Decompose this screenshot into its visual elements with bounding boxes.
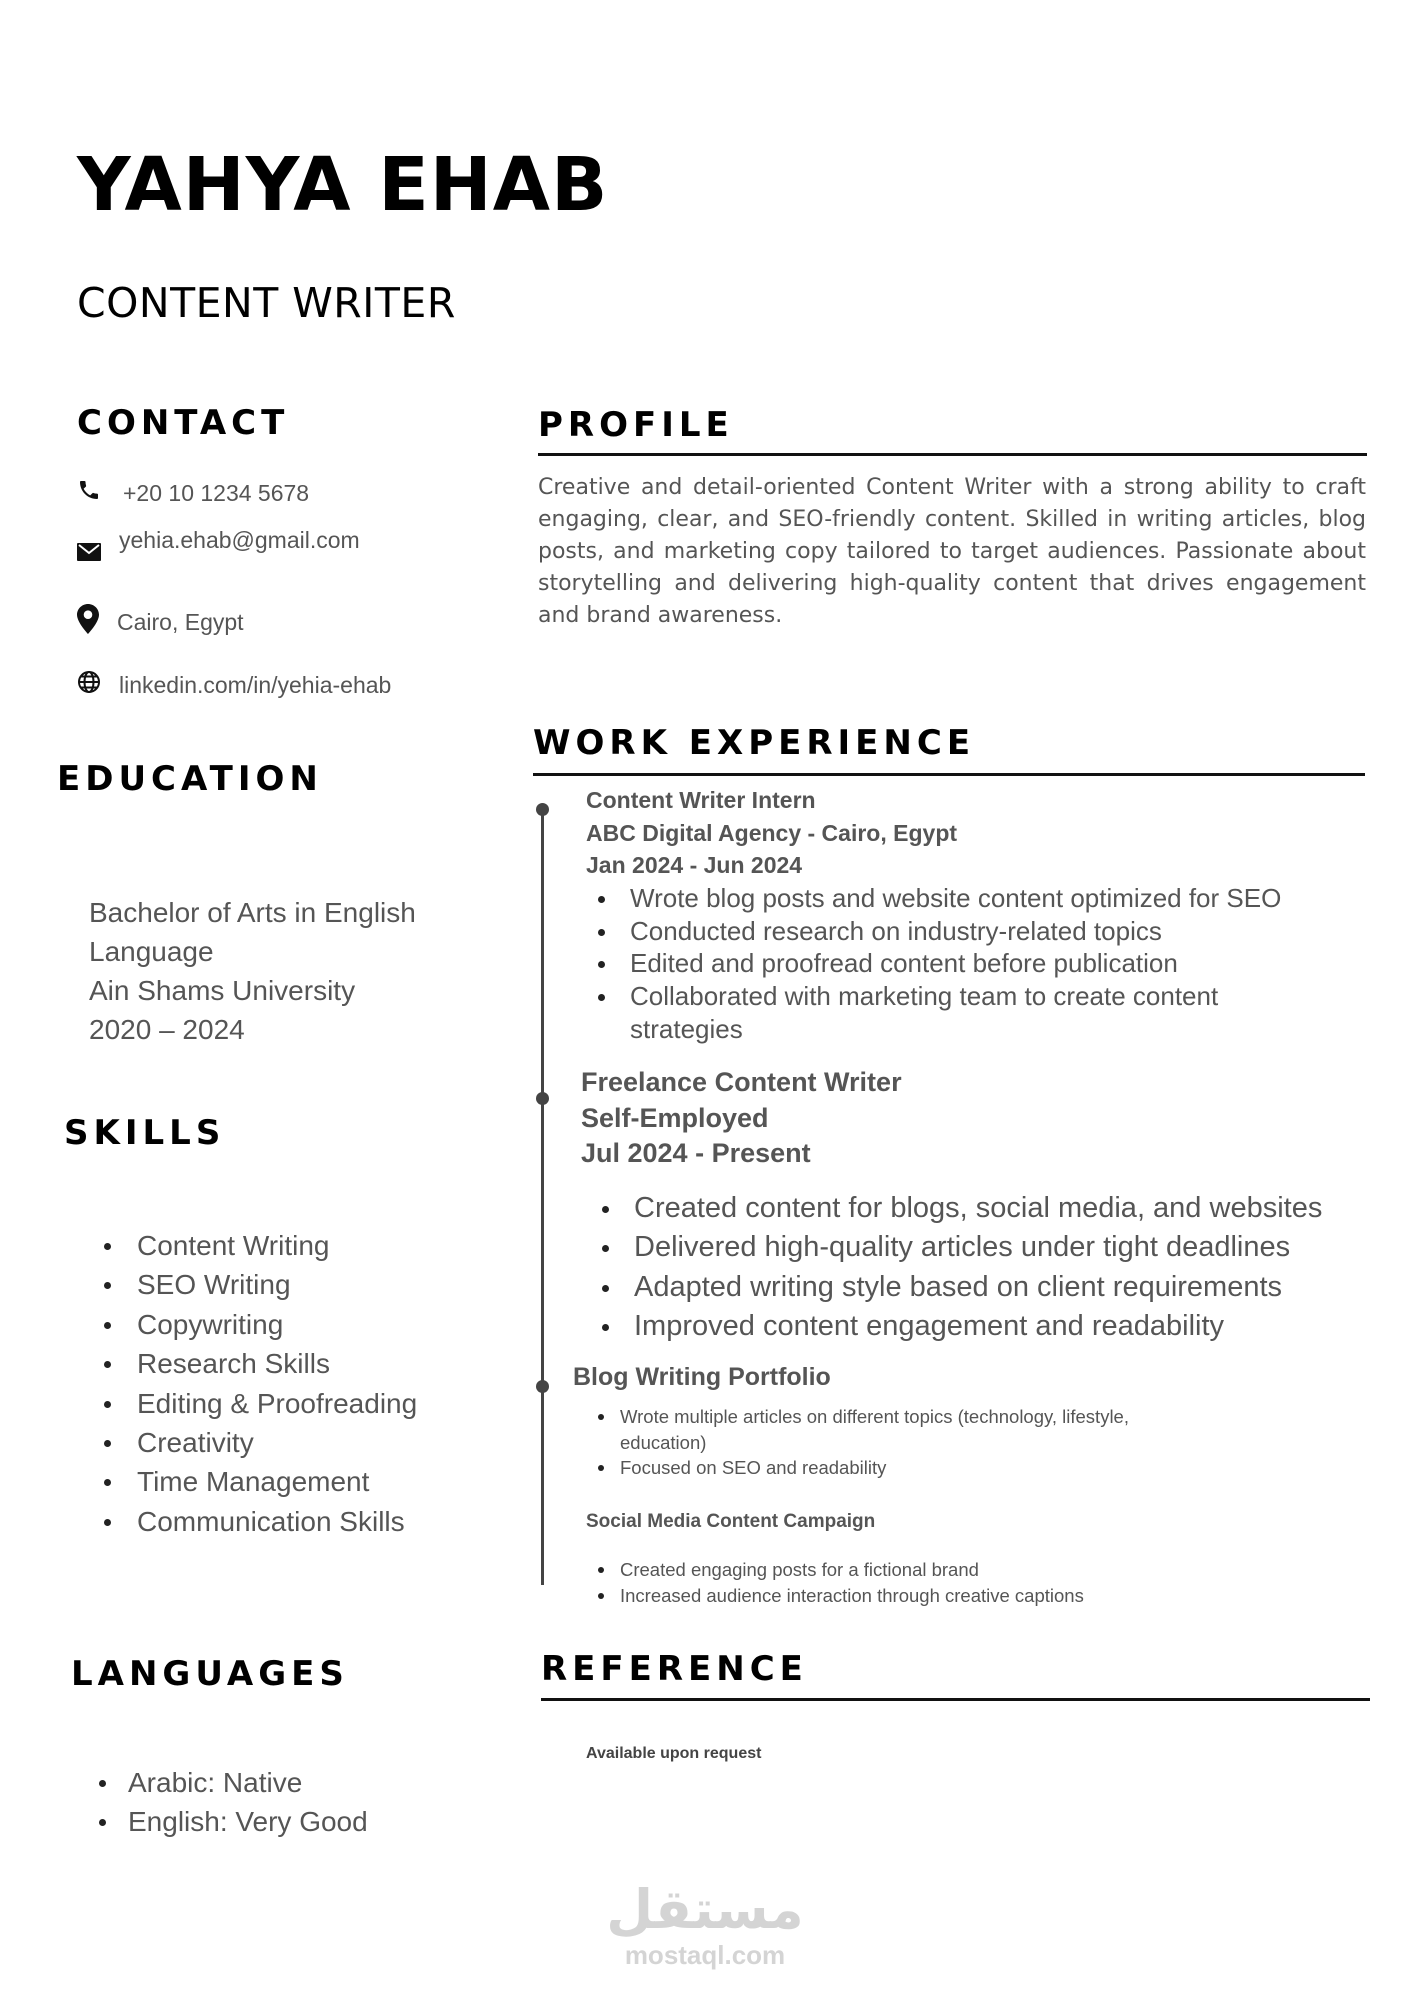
- job-title: Freelance Content Writer: [581, 1067, 902, 1097]
- contact-phone: [77, 478, 309, 508]
- list-item: Editing & Proofreading: [100, 1384, 417, 1423]
- list-item: Edited and proofread content before publication: [586, 947, 1286, 980]
- phone-icon: [77, 478, 101, 508]
- project-blog-title: Blog Writing Portfolio: [573, 1363, 831, 1391]
- timeline-dot: [536, 803, 549, 816]
- project-blog-bullets: [584, 1404, 1154, 1481]
- work-divider: [533, 773, 1365, 776]
- location-pin-icon: [77, 604, 99, 640]
- list-item: Research Skills: [100, 1344, 417, 1383]
- reference-heading: REFERENCE: [541, 1649, 808, 1689]
- job-freelance-header: [581, 1065, 902, 1172]
- list-item: Adapted writing style based on client requirements: [590, 1268, 1322, 1307]
- contact-heading: CONTACT: [77, 403, 290, 443]
- profile-divider: [538, 453, 1367, 456]
- list-item: Created content for blogs, social media, and websites: [590, 1189, 1322, 1228]
- job-intern-bullets: [586, 882, 1286, 1046]
- job-title: CONTENT WRITER: [77, 279, 456, 327]
- linkedin-url: linkedin.com/in/yehia-ehab: [119, 671, 392, 698]
- list-item: Created engaging posts for a fictional brand: [584, 1557, 1284, 1583]
- list-item: Collaborated with marketing team to create content strategies: [586, 980, 1286, 1045]
- list-item: Delivered high-quality articles under tight deadlines: [590, 1228, 1322, 1267]
- reference-note: Available upon request: [586, 1745, 762, 1762]
- timeline-dot: [536, 1092, 549, 1105]
- list-item: Wrote blog posts and website content optimized for SEO: [586, 882, 1286, 915]
- list-item: Conducted research on industry-related topics: [586, 915, 1286, 948]
- work-experience-heading: WORK EXPERIENCE: [533, 723, 976, 763]
- job-company: Self-Employed: [581, 1102, 769, 1133]
- phone-number: +20 10 1234 5678: [123, 479, 310, 506]
- languages-heading: LANGUAGES: [71, 1654, 349, 1694]
- job-intern-header: [586, 784, 957, 882]
- list-item: English: Very Good: [97, 1802, 368, 1841]
- education-details: [89, 893, 416, 1049]
- globe-icon: [77, 670, 101, 700]
- list-item: Copywriting: [100, 1305, 417, 1344]
- skills-list: [100, 1226, 417, 1541]
- mail-icon: [77, 540, 101, 567]
- list-item: SEO Writing: [100, 1265, 417, 1304]
- profile-heading: PROFILE: [538, 405, 734, 445]
- email-address: yehia.ehab@gmail.com: [119, 527, 360, 553]
- location-text: Cairo, Egypt: [117, 608, 244, 635]
- education-heading: EDUCATION: [57, 759, 323, 799]
- list-item: Arabic: Native: [97, 1763, 368, 1802]
- degree-line-2: Language: [89, 936, 214, 967]
- list-item: Focused on SEO and readability: [584, 1455, 1154, 1481]
- job-freelance-bullets: [590, 1189, 1322, 1346]
- list-item: Increased audience interaction through creative captions: [584, 1583, 1284, 1609]
- languages-list: [97, 1763, 368, 1841]
- contact-location: [77, 604, 244, 640]
- timeline-line: [541, 810, 544, 1585]
- list-item: Time Management: [100, 1462, 417, 1501]
- list-item: Wrote multiple articles on different topics (technology, lifestyle, education): [584, 1404, 1154, 1455]
- job-dates: Jan 2024 - Jun 2024: [586, 852, 803, 878]
- watermark-arabic: مستقل: [606, 1878, 804, 1941]
- mostaql-watermark: [590, 1880, 820, 1970]
- job-company: ABC Digital Agency - Cairo, Egypt: [586, 819, 958, 846]
- candidate-name: YAHYA EHAB: [77, 142, 609, 228]
- job-title: Content Writer Intern: [586, 787, 816, 813]
- degree-line-1: Bachelor of Arts in English: [89, 897, 416, 928]
- contact-linkedin: [77, 670, 391, 700]
- contact-email: [77, 527, 360, 554]
- list-item: Content Writing: [100, 1226, 417, 1265]
- watermark-latin: mostaql.com: [624, 1940, 786, 1970]
- university-name: Ain Shams University: [89, 975, 356, 1006]
- reference-divider: [541, 1698, 1370, 1701]
- list-item: Communication Skills: [100, 1502, 417, 1541]
- project-social-bullets: [584, 1557, 1284, 1608]
- project-social-title: Social Media Content Campaign: [586, 1511, 876, 1532]
- job-dates: Jul 2024 - Present: [581, 1138, 811, 1168]
- timeline-dot: [536, 1380, 549, 1393]
- education-years: 2020 – 2024: [89, 1014, 245, 1045]
- skills-heading: SKILLS: [64, 1113, 226, 1153]
- profile-summary: Creative and detail-oriented Content Writer with a strong ability to craft engaging, clear, and SEO-friendly content. Skilled in writing articles, blog posts, and marketing copy tailored to target audiences. Passionate about storytelling and delivering high-quality content that drives engagement and brand awareness.: [538, 475, 1366, 628]
- list-item: Improved content engagement and readability: [590, 1307, 1322, 1346]
- list-item: Creativity: [100, 1423, 417, 1462]
